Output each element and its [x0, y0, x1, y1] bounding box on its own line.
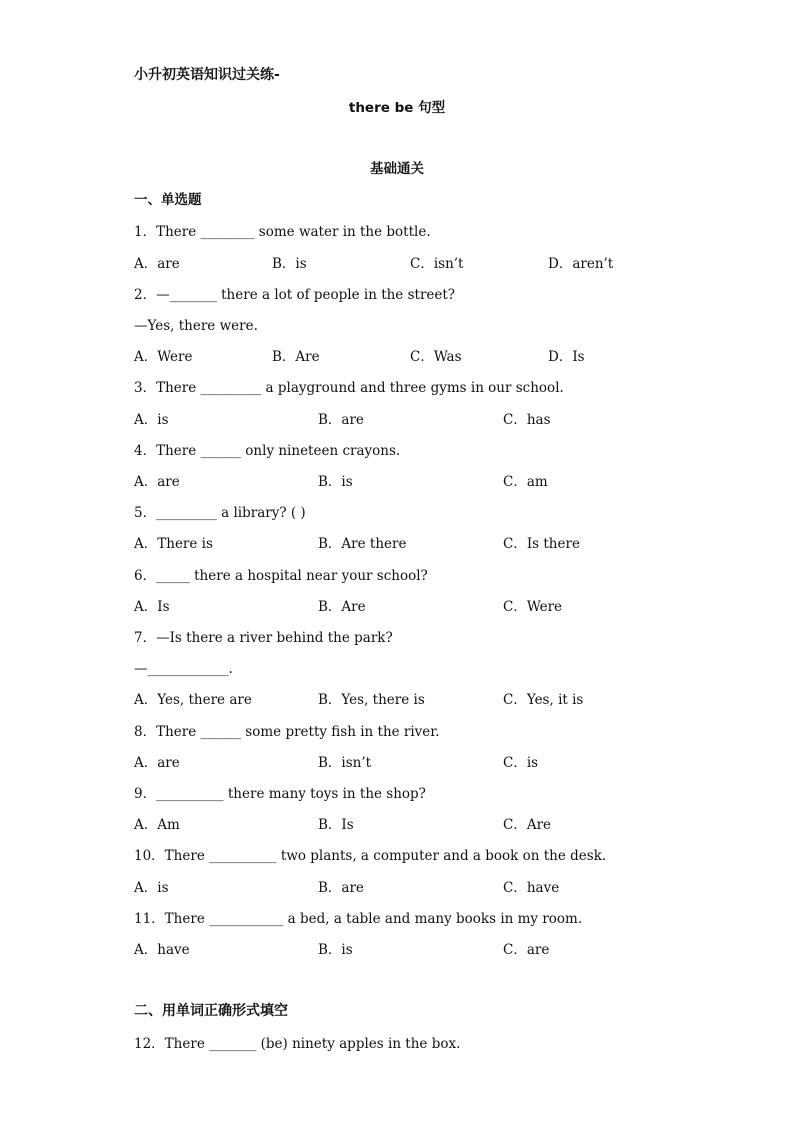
option-a: A．are — [134, 474, 180, 490]
option-c: C．are — [503, 942, 550, 958]
option-b: B．is — [318, 942, 353, 958]
option-c: C．Were — [503, 599, 563, 615]
option-a: A．Am — [134, 817, 180, 833]
option-a: A．are — [134, 256, 180, 272]
question-stem: 9．__________ there many toys in the shop? — [134, 786, 426, 802]
option-b: B．are — [318, 880, 364, 896]
option-c: C．Was — [410, 349, 462, 365]
option-a: A．Yes, there are — [134, 692, 252, 708]
option-a: A．Is — [134, 599, 170, 615]
section-heading-fill-in: 二、用单词正确形式填空 — [134, 1003, 288, 1019]
option-a: A．have — [134, 942, 190, 958]
option-a: A．Were — [134, 349, 193, 365]
option-c: C．isn’t — [410, 256, 464, 272]
question-stem: 10．There __________ two plants, a computer and a book on the desk. — [134, 848, 607, 864]
option-c: C．Are — [503, 817, 552, 833]
question-stem: 6．_____ there a hospital near your school? — [134, 568, 428, 584]
question-dialogue: —Yes, there were. — [134, 318, 258, 334]
question-stem: 4．There ______ only nineteen crayons. — [134, 443, 401, 459]
option-b: B．Are — [272, 349, 320, 365]
option-c: C．has — [503, 412, 551, 428]
document-subtitle: there be 句型 — [348, 100, 446, 116]
option-b: B．Are — [318, 599, 366, 615]
option-c: C．Is there — [503, 536, 580, 552]
option-b: B．Are there — [318, 536, 407, 552]
question-stem: 8．There ______ some pretty fish in the river. — [134, 724, 440, 740]
question-stem: 7．—Is there a river behind the park? — [134, 630, 393, 646]
document-title: 小升初英语知识过关练- — [134, 67, 280, 83]
option-d: D．aren’t — [548, 256, 614, 272]
option-b: B．isn’t — [318, 755, 372, 771]
option-c: C．is — [503, 755, 539, 771]
question-stem: 5．_________ a library? ( ) — [134, 505, 306, 521]
option-b: B．are — [318, 412, 364, 428]
option-a: A．There is — [134, 536, 213, 552]
option-c: C．am — [503, 474, 548, 490]
question-stem: 12．There _______ (be) ninety apples in the box. — [134, 1036, 461, 1052]
option-b: B．is — [272, 256, 307, 272]
option-a: A．is — [134, 412, 169, 428]
option-c: C．have — [503, 880, 560, 896]
option-b: B．Yes, there is — [318, 692, 425, 708]
question-stem: 11．There ___________ a bed, a table and many books in my room. — [134, 911, 583, 927]
option-a: A．is — [134, 880, 169, 896]
section-heading-single-choice: 一、单选题 — [134, 192, 202, 208]
question-stem: 2．—_______ there a lot of people in the street? — [134, 287, 456, 303]
option-c: C．Yes, it is — [503, 692, 584, 708]
question-stem: 1．There ________ some water in the bottle. — [134, 224, 431, 240]
option-b: B．Is — [318, 817, 354, 833]
option-d: D．Is — [548, 349, 585, 365]
option-a: A．are — [134, 755, 180, 771]
question-dialogue: —____________. — [134, 661, 233, 677]
question-stem: 3．There _________ a playground and three gyms in our school. — [134, 380, 564, 396]
section-heading-basic: 基础通关 — [370, 161, 424, 177]
option-b: B．is — [318, 474, 353, 490]
